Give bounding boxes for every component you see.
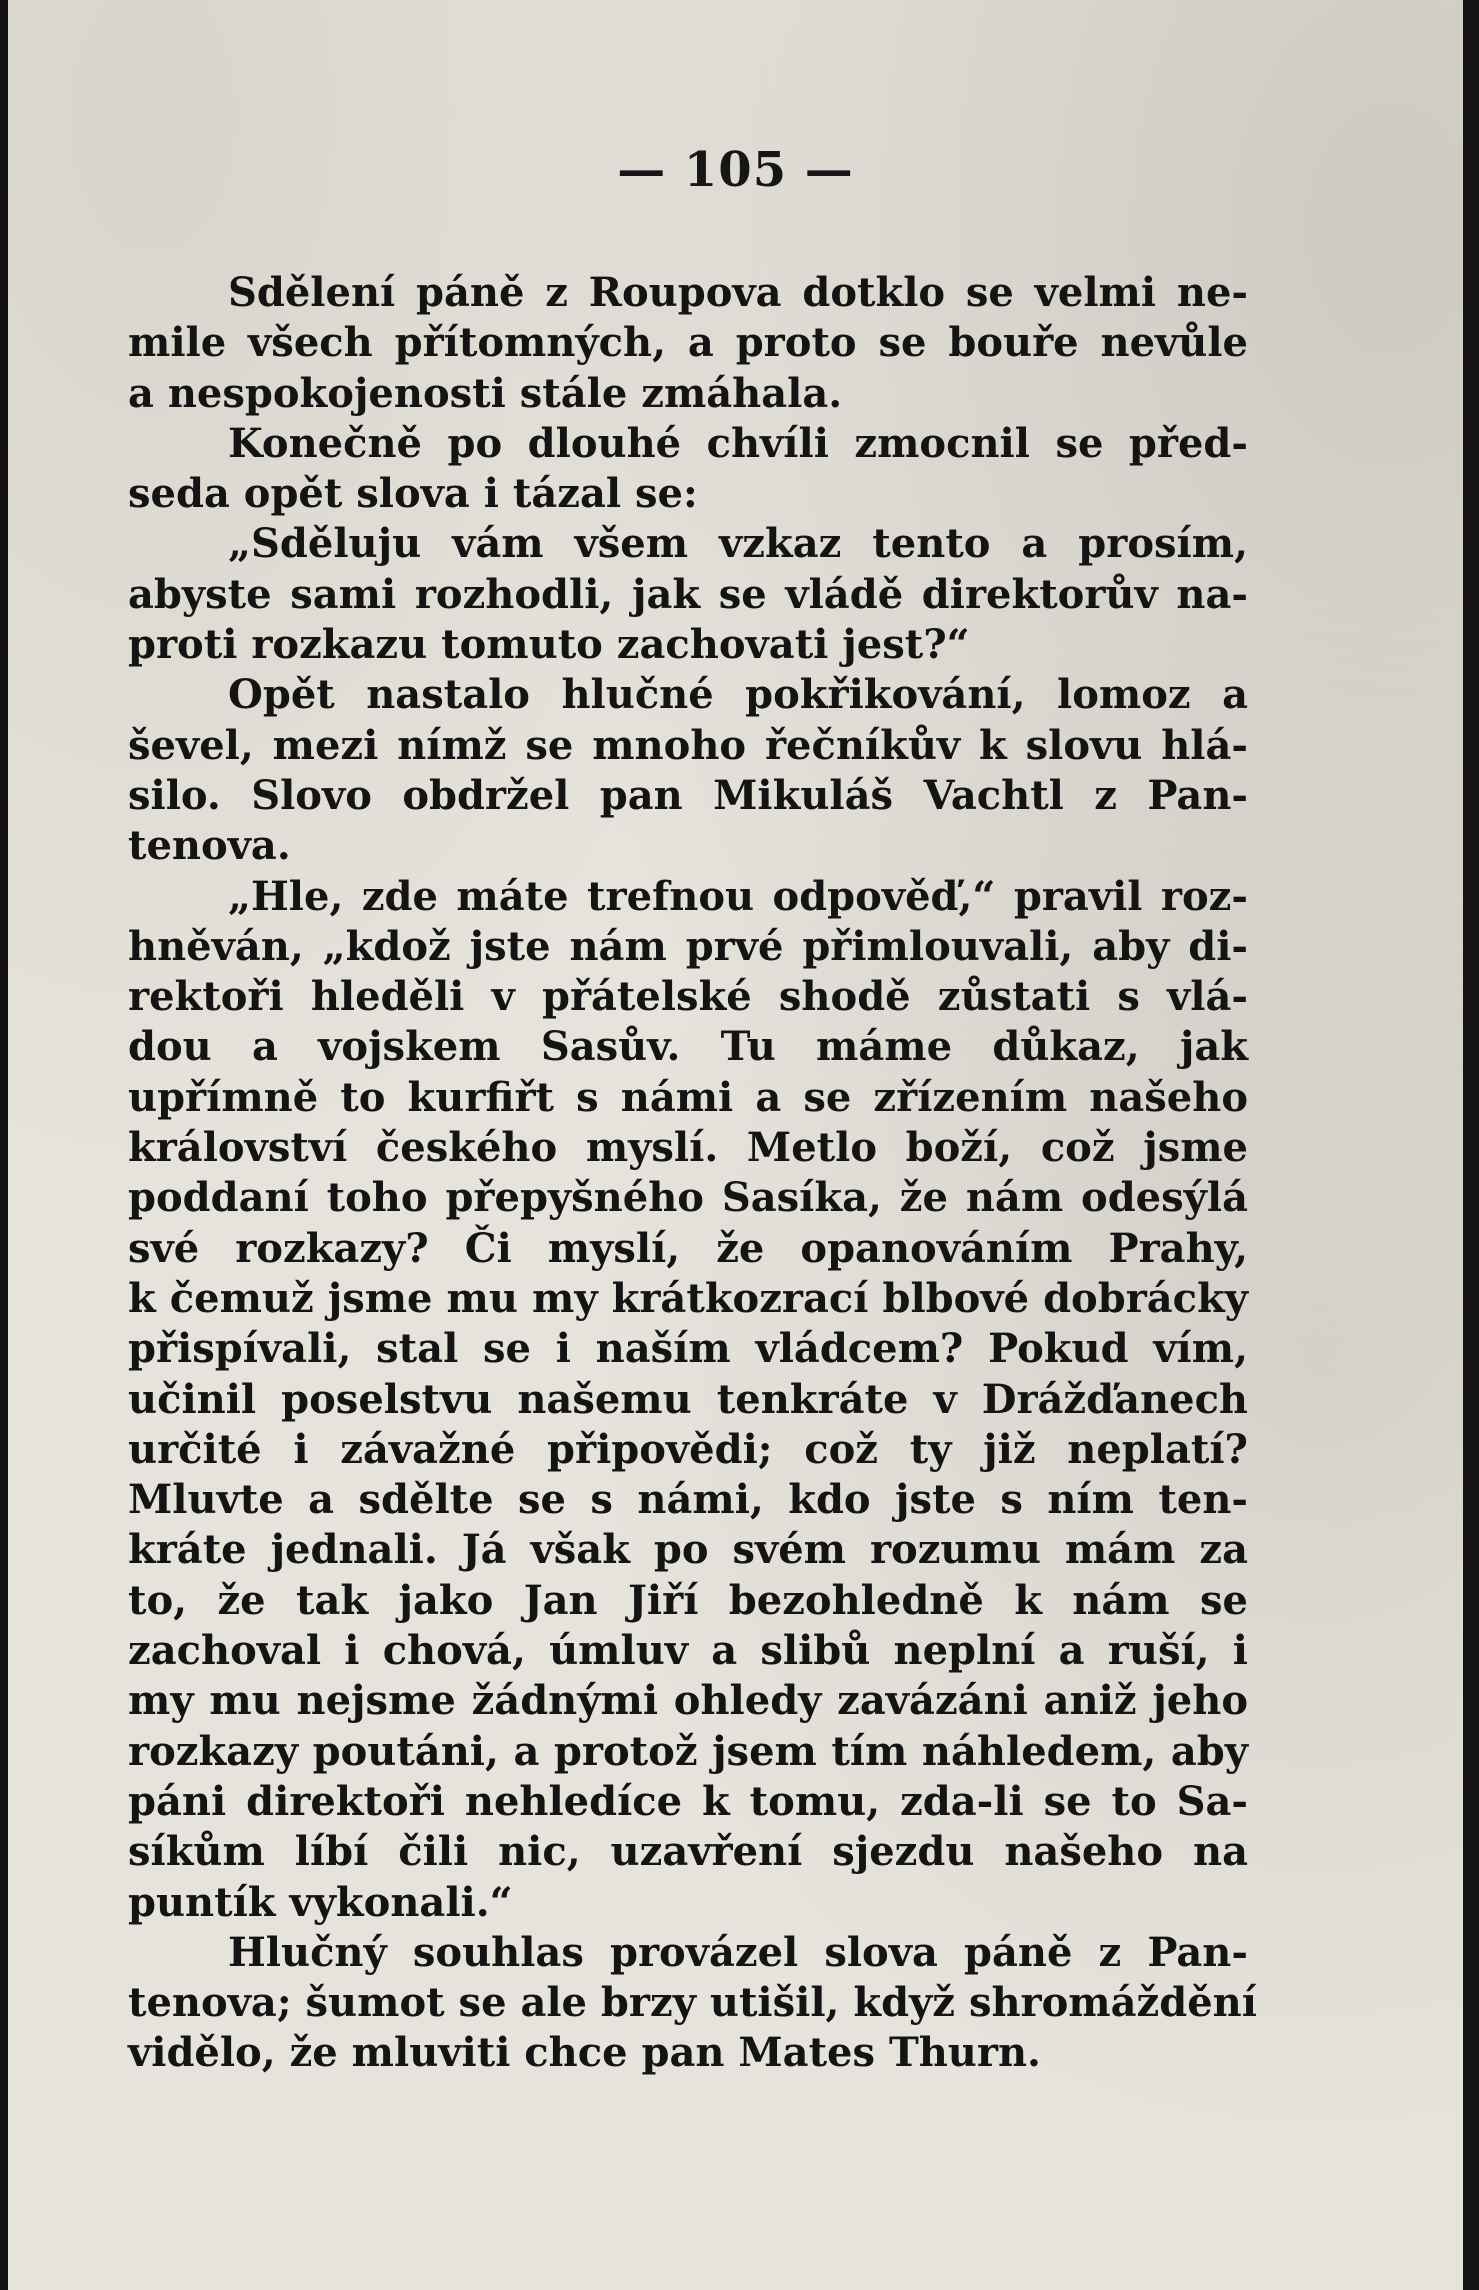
text-line: my mu nejsme žádnými ohledy zavázáni aniž jeho bbox=[128, 1677, 1248, 1725]
text-line: království českého myslí. Metlo boží, což jsme bbox=[128, 1124, 1248, 1172]
text-line: své rozkazy? Či myslí, že opanováním Prahy, bbox=[128, 1224, 1248, 1272]
text-line: Sdělení páně z Roupova dotklo se velmi ne- bbox=[228, 269, 1248, 316]
text-line: upřímně to kurfiřt s námi a se zřízením našeho bbox=[128, 1073, 1248, 1121]
text-line: ševel, mezi nímž se mnoho řečníkův k slovu hlá- bbox=[128, 721, 1248, 769]
text-line: rektoři hleděli v přátelské shodě zůstati s vlá- bbox=[128, 973, 1248, 1021]
text-line: rozkazy poutáni, a protož jsem tím náhledem, aby bbox=[128, 1727, 1248, 1775]
text-line: tenova. bbox=[128, 822, 291, 870]
text-line: proti rozkazu tomuto zachovati jest?“ bbox=[128, 621, 970, 669]
text-line: seda opět slova i tázal se: bbox=[128, 470, 698, 518]
text-line: zachoval i chová, úmluv a slibů neplní a ruší, i bbox=[128, 1627, 1248, 1675]
text-line: učinil poselstvu našemu tenkráte v Drážďanech bbox=[128, 1375, 1248, 1423]
text-line: dou a vojskem Sasův. Tu máme důkaz, jak bbox=[128, 1023, 1248, 1071]
text-line: Hlučný souhlas provázel slova páně z Pan- bbox=[228, 1928, 1248, 1976]
page-number: — 105 — bbox=[617, 142, 854, 198]
text-line: Konečně po dlouhé chvíli zmocnil se před- bbox=[228, 419, 1248, 467]
text-line: tenova; šumot se ale brzy utišil, když shromáždění bbox=[128, 1979, 1257, 2027]
text-line: k čemuž jsme mu my krátkozrací blbové dobrácky bbox=[128, 1274, 1248, 1322]
book-page bbox=[8, 0, 1463, 2290]
text-line: přispívali, stal se i naším vládcem? Pokud vím, bbox=[128, 1325, 1248, 1373]
text-line: vidělo, že mluviti chce pan Mates Thurn. bbox=[128, 2029, 1041, 2077]
text-line: Mluvte a sdělte se s námi, kdo jste s ním ten- bbox=[128, 1476, 1248, 1524]
text-line: silo. Slovo obdržel pan Mikuláš Vachtl z Pan- bbox=[128, 771, 1248, 819]
text-line: a nespokojenosti stále zmáhala. bbox=[128, 369, 843, 417]
text-line: kráte jednali. Já však po svém rozumu mám za bbox=[128, 1526, 1248, 1574]
text-line: síkům líbí čili nic, uzavření sjezdu našeho na bbox=[128, 1828, 1248, 1876]
scan-left-edge bbox=[0, 0, 8, 2290]
text-line: páni direktoři nehledíce k tomu, zda-li se to Sa- bbox=[128, 1777, 1248, 1825]
text-line: určité i závažné připovědi; což ty již neplatí? bbox=[128, 1425, 1248, 1473]
text-line: hněván, „kdož jste nám prvé přimlouvali, aby di- bbox=[128, 922, 1248, 970]
text-line: „Sděluju vám všem vzkaz tento a prosím, bbox=[228, 520, 1248, 568]
text-line: Opět nastalo hlučné pokřikování, lomoz a bbox=[228, 671, 1248, 719]
text-line: „Hle, zde máte trefnou odpověď,“ pravil roz- bbox=[228, 872, 1248, 920]
text-line: poddaní toho přepyšného Sasíka, že nám odesýlá bbox=[128, 1174, 1248, 1222]
body-text bbox=[128, 268, 1257, 2079]
text-line: abyste sami rozhodli, jak se vládě direktorův na- bbox=[128, 570, 1248, 618]
text-line: to, že tak jako Jan Jiří bezohledně k nám se bbox=[128, 1576, 1248, 1624]
text-line: mile všech přítomných, a proto se bouře nevůle bbox=[128, 319, 1248, 367]
text-line: puntík vykonali.“ bbox=[128, 1878, 513, 1926]
scan-right-edge bbox=[1463, 0, 1479, 2290]
